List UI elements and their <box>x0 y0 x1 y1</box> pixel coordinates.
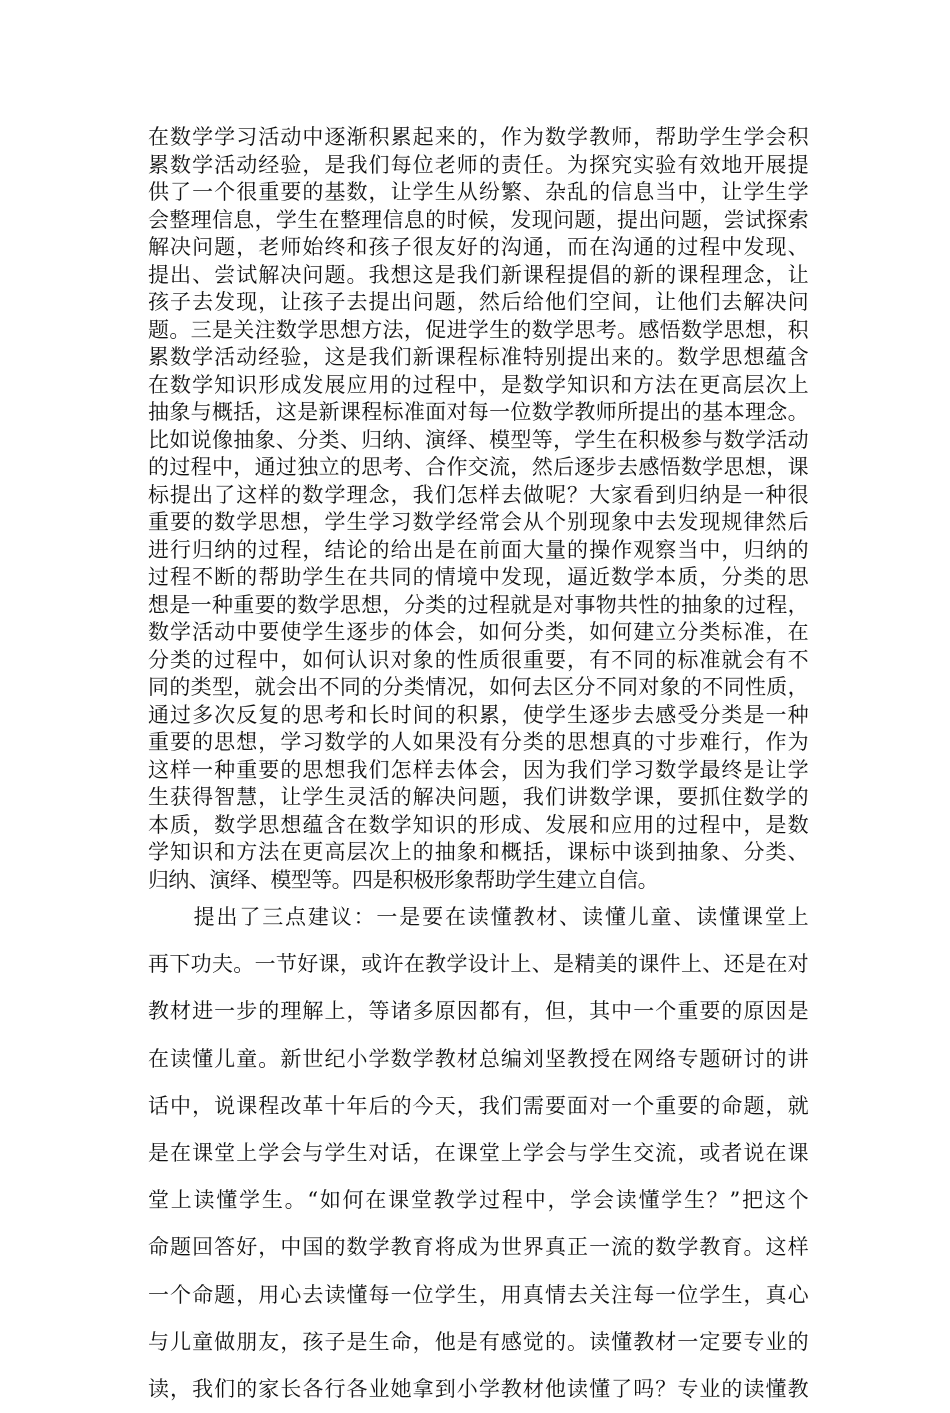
text-line: 累数学活动经验，是我们每位老师的责任。为探究实验有效地开展提 <box>148 152 808 177</box>
text-line: 再下功夫。一节好课，或许在教学设计上、是精美的课件上、还是在对 <box>148 952 808 977</box>
text-line: 进行归纳的过程，结论的给出是在前面大量的操作观察当中，归纳的 <box>148 537 808 562</box>
text-line: 会整理信息，学生在整理信息的时候，发现问题，提出问题，尝试探索 <box>148 207 808 232</box>
text-line: 本质，数学思想蕴含在数学知识的形成、发展和应用的过程中，是数 <box>148 812 808 837</box>
text-line: 数学活动中要使学生逐步的体会，如何分类，如何建立分类标准，在 <box>148 620 808 644</box>
text-line: 提出、尝试解决问题。我想这是我们新课程提倡的新的课程理念，让 <box>148 262 808 287</box>
text-line: 累数学活动经验，这是我们新课程标准特别提出来的。数学思想蕴含 <box>148 345 808 369</box>
text-line: 抽象与概括，这是新课程标准面对每一位数学教师所提出的基本理念。 <box>148 400 808 424</box>
text-line: 话中，说课程改革十年后的今天，我们需要面对一个重要的命题，就 <box>148 1093 808 1118</box>
paragraph-2 <box>148 894 808 1413</box>
text-line: 重要的思想，学习数学的人如果没有分类的思想真的寸步难行，作为 <box>148 730 808 754</box>
text-line: 归纳、演绎、模型等。四是积极形象帮助学生建立自信。 <box>148 867 658 892</box>
text-line: 与儿童做朋友，孩子是生命，他是有感觉的。读懂教材一定要专业的 <box>148 1329 808 1354</box>
text-line: 同的类型，就会出不同的分类情况，如何去区分不同对象的不同性质， <box>148 675 808 699</box>
text-line: 命题回答好，中国的数学教育将成为世界真正一流的数学教育。这样 <box>148 1235 808 1260</box>
text-line: 孩子去发现，让孩子去提出问题，然后给他们空间，让他们去解决问 <box>148 290 808 314</box>
text-line: 过程不断的帮助学生在共同的情境中发现，逼近数学本质，分类的思 <box>148 565 808 589</box>
text-line: 解决问题，老师始终和孩子很友好的沟通，而在沟通的过程中发现、 <box>148 235 808 259</box>
text-line: 是在课堂上学会与学生对话，在课堂上学会与学生交流，或者说在课 <box>148 1140 808 1165</box>
text-line: 在数学学习活动中逐渐积累起来的，作为数学教师，帮助学生学会积 <box>148 125 808 149</box>
text-line: 通过多次反复的思考和长时间的积累，使学生逐步去感受分类是一种 <box>148 702 808 727</box>
text-line: 这样一种重要的思想我们怎样去体会，因为我们学习数学最终是让学 <box>148 757 808 782</box>
text-line: 标提出了这样的数学理念，我们怎样去做呢？大家看到归纳是一种很 <box>148 482 808 507</box>
text-line: 的过程中，通过独立的思考、合作交流，然后逐步去感悟数学思想，课 <box>148 455 808 479</box>
text-line: 生获得智慧，让学生灵活的解决问题，我们讲数学课，要抓住数学的 <box>148 785 808 809</box>
text-line: 在数学知识形成发展应用的过程中，是数学知识和方法在更高层次上 <box>148 372 808 397</box>
text-line: 题。三是关注数学思想方法，促进学生的数学思考。感悟数学思想，积 <box>148 317 808 342</box>
text-line: 学知识和方法在更高层次上的抽象和概括，课标中谈到抽象、分类、 <box>148 840 808 864</box>
text-line: 比如说像抽象、分类、归纳、演绎、模型等，学生在积极参与数学活动 <box>148 427 808 452</box>
text-line: 重要的数学思想，学生学习数学经常会从个别现象中去发现规律然后 <box>148 510 808 534</box>
text-line: 读，我们的家长各行各业她拿到小学教材他读懂了吗？专业的读懂教 <box>148 1376 808 1401</box>
text-line: 供了一个很重要的基数，让学生从纷繁、杂乱的信息当中，让学生学 <box>148 180 808 204</box>
text-line: 堂上读懂学生。“如何在课堂教学过程中，学会读懂学生？”把这个 <box>148 1188 808 1213</box>
text-line: 提出了三点建议：一是要在读懂教材、读懂儿童、读懂课堂上 <box>148 905 808 929</box>
text-line: 分类的过程中，如何认识对象的性质很重要，有不同的标准就会有不 <box>148 647 808 672</box>
document-page <box>148 124 808 1413</box>
text-line: 一个命题，用心去读懂每一位学生，用真情去关注每一位学生，真心 <box>148 1282 808 1307</box>
paragraph-1 <box>148 124 808 894</box>
text-line: 想是一种重要的数学思想，分类的过程就是对事物共性的抽象的过程， <box>148 592 808 617</box>
text-line: 教材进一步的理解上，等诸多原因都有，但，其中一个重要的原因是 <box>148 999 808 1024</box>
text-line: 在读懂儿童。新世纪小学数学教材总编刘坚教授在网络专题研讨的讲 <box>148 1046 808 1071</box>
